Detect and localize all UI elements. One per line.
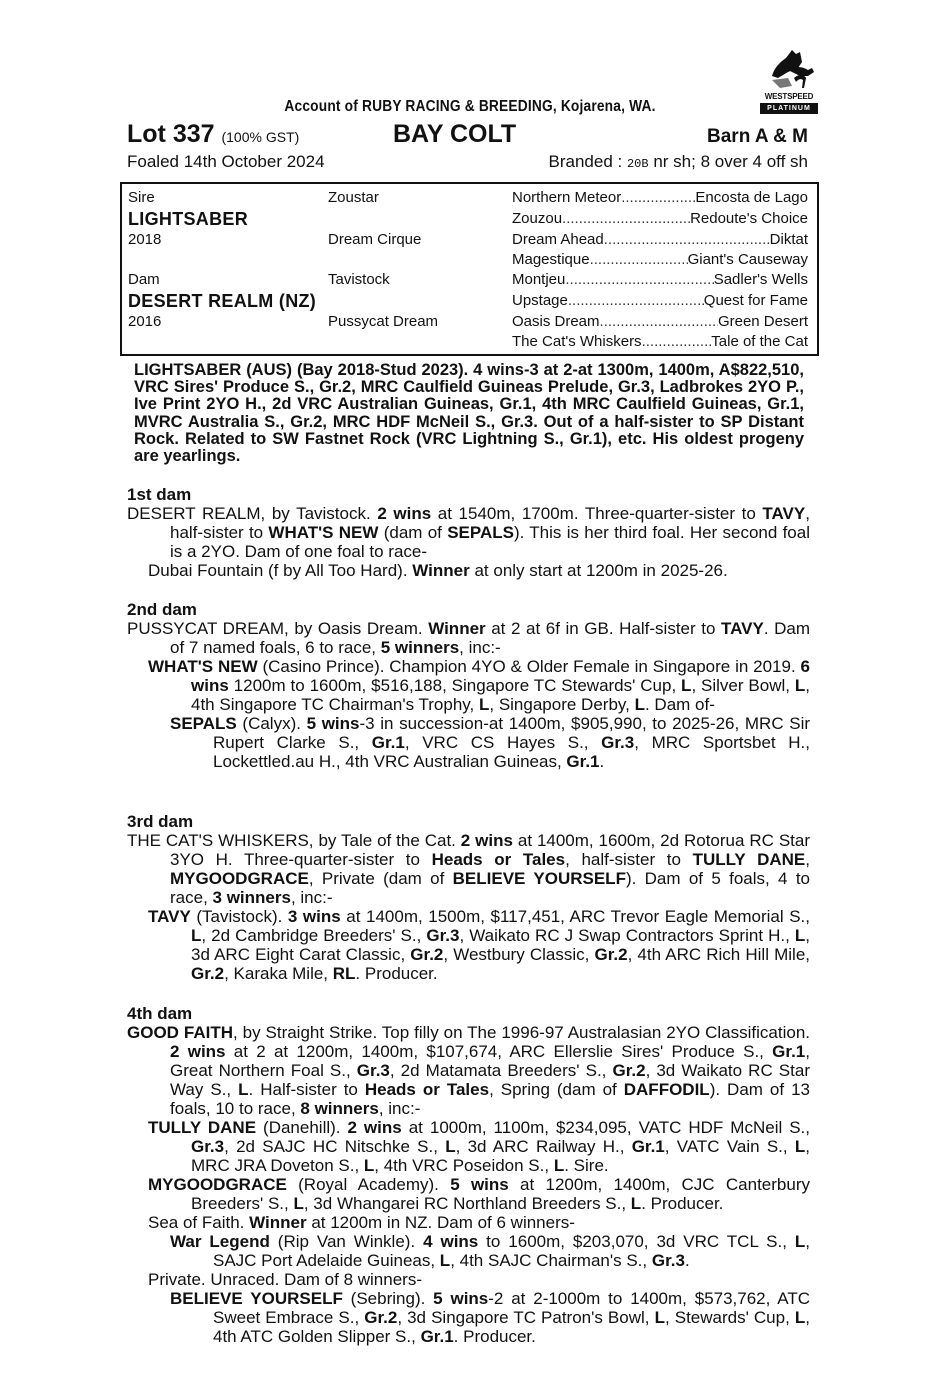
progeny-paragraph: Private. Unraced. Dam of 8 winners- (148, 1270, 422, 1289)
ancestor-dam-sire: Diktat (769, 231, 808, 248)
section-title: 1st dam (127, 485, 192, 504)
progeny-paragraph: MYGOODGRACE (Royal Academy). 5 wins at 1200m, 1400m, CJC Canterbury Breeders' S., L, 3d Whangarei RC Northland Breeders S., L. Producer. (148, 1175, 810, 1213)
section-title: 2nd dam (127, 600, 197, 619)
branded-label: Branded : (548, 152, 623, 171)
barn-location: Barn A & M (707, 126, 808, 147)
dot-leader (562, 210, 690, 227)
ancestor-dam-sire: Sadler's Wells (713, 271, 808, 288)
section-title: 4th dam (127, 1004, 193, 1023)
pedigree-table (120, 182, 819, 356)
sire-name: LIGHTSABER (128, 209, 248, 229)
ancestor-row (512, 189, 808, 206)
sire-dam: Dream Cirque (328, 231, 422, 248)
ancestor-dam-sire: Quest for Fame (703, 292, 808, 309)
dot-leader (565, 271, 713, 288)
horse-rider-icon (758, 48, 820, 92)
ancestor-row (512, 231, 808, 248)
ancestor-row (512, 333, 808, 350)
dam-paragraph: GOOD FAITH, by Straight Strike. Top filly on The 1996-97 Australasian 2YO Classification. 2 wins at 2 at 1200m, 1400m, $107,674, ARC Ellerslie Sires' Produce S., Gr.1, Great Northern Foal S., Gr.3, 2d Matamata Breeders' S., Gr.2, 3d Waikato RC Star Way S., L. Half-sister to Heads or Tales, Spring (dam of DAFFODIL). Dam of 13 foals, 10 to race, 8 winners, inc:- (127, 1023, 810, 1118)
ancestor-row (512, 251, 808, 268)
brand-info (549, 152, 808, 172)
dam-label: Dam (128, 271, 160, 288)
ancestor-row (512, 271, 808, 288)
section-1st-dam (127, 485, 810, 580)
section-3rd-dam (127, 812, 810, 983)
ancestor-sire: Montjeu (512, 271, 566, 288)
dot-leader (642, 333, 712, 350)
dot-leader (621, 189, 695, 206)
ancestor-sire: Zouzou (512, 210, 563, 227)
progeny-paragraph: War Legend (Rip Van Winkle). 4 wins to 1600m, $203,070, 3d VRC TCL S., L, SAJC Port Adelaide Guineas, L, 4th SAJC Chairman's S., Gr.3. (170, 1232, 811, 1270)
progeny-paragraph: Dubai Fountain (f by All Too Hard). Winner at only start at 1200m in 2025-26. (148, 561, 728, 580)
section-2nd-dam (127, 600, 810, 771)
progeny-paragraph: Sea of Faith. Winner at 1200m in NZ. Dam of 6 winners- (148, 1213, 575, 1232)
lot-number (127, 120, 299, 149)
dot-leader (568, 292, 704, 309)
progeny-paragraph: WHAT'S NEW (Casino Prince). Champion 4YO & Older Female in Singapore in 2019. 6 wins 1200m to 1600m, $516,188, Singapore TC Stewards' Cup, L, Silver Bowl, L, 4th Singapore TC Chairman's Trophy, L, Singapore Derby, L. Dam of- (148, 657, 810, 714)
progeny-paragraph: SEPALS (Calyx). 5 wins-3 in succession-at 1400m, $905,990, to 2025-26, MRC Sir Rupert Clarke S., Gr.1, VRC CS Hayes S., Gr.3, MRC Sportsbet H., Lockettled.au H., 4th VRC Australian Guineas, Gr.1. (170, 714, 811, 771)
ancestor-sire: Magestique (512, 251, 590, 268)
dam-sire: Tavistock (328, 271, 390, 288)
logo-badge: PLATINUM (760, 103, 818, 114)
sire-sire: Zoustar (328, 189, 379, 206)
ancestor-dam-sire: Giant's Causeway (687, 251, 808, 268)
brand-mark: 20B (626, 157, 649, 171)
ancestor-dam-sire: Green Desert (717, 313, 808, 330)
branded-rest: nr sh; 8 over 4 off sh (653, 152, 808, 171)
ancestor-row (512, 210, 808, 227)
westspeed-platinum-logo (758, 48, 820, 118)
dam-name: DESERT REALM (NZ) (128, 291, 317, 311)
progeny-paragraph: TULLY DANE (Danehill). 2 wins at 1000m, 1100m, $234,095, VATC HDF McNeil S., Gr.3, 2d SAJC HC Nitschke S., L, 3d ARC Railway H., Gr.1, VATC Vain S., L, MRC JRA Doveton S., L, 4th VRC Poseidon S., L. Sire. (148, 1118, 811, 1175)
ancestor-dam-sire: Redoute's Choice (690, 210, 808, 227)
ancestor-sire: Oasis Dream (512, 313, 600, 330)
gst-note: (100% GST) (221, 129, 300, 145)
dam-paragraph: PUSSYCAT DREAM, by Oasis Dream. Winner at 2 at 6f in GB. Half-sister to TAVY. Dam of 7 named foals, 6 to race, 5 winners, inc:- (127, 619, 811, 657)
progeny-paragraph: TAVY (Tavistock). 3 wins at 1400m, 1500m, $117,451, ARC Trevor Eagle Memorial S., L, 2d Cambridge Breeders' S., Gr.3, Waikato RC J Swap Contractors Sprint H., L, 3d ARC Eight Carat Classic, Gr.2, Westbury Classic, Gr.2, 4th ARC Rich Hill Mile, Gr.2, Karaka Mile, RL. Producer. (148, 907, 811, 983)
sire-year: 2018 (128, 231, 162, 248)
ancestor-sire: The Cat's Whiskers (512, 333, 642, 350)
ancestor-sire: Upstage (512, 292, 568, 309)
ancestor-sire: Dream Ahead (512, 231, 604, 248)
logo-wordmark: WESTSPEED (764, 92, 814, 101)
ancestor-sire: Northern Meteor (512, 189, 622, 206)
ancestor-dam-sire: Tale of the Cat (711, 333, 808, 350)
horse-sex-colour: BAY COLT (393, 120, 517, 148)
sire-summary: LIGHTSABER (AUS) (Bay 2018-Stud 2023). 4 wins-3 at 2-at 1300m, 1400m, A$822,510, VRC Sires' Produce S., Gr.2, MRC Caulfield Guineas Prelude, Gr.3, Ladbrokes 2YO P., Ive Print 2YO H., 2d VRC Australian Guineas, Gr.1, 4th MRC Caulfield Guineas, Gr.1, MVRC Australia S., Gr.2, MRC HDF McNeil S., Gr.3. Out of a half-sister to SP Distant Rock. Related to SW Fastnet Rock (VRC Lightning S., Gr.1), etc. His oldest progeny are yearlings. (134, 361, 804, 466)
dot-leader (590, 251, 688, 268)
vendor-account: Account of RUBY RACING & BREEDING, Kojarena, WA. (284, 98, 656, 115)
sire-label: Sire (128, 189, 155, 206)
foaled-date: Foaled 14th October 2024 (127, 152, 325, 171)
dam-paragraph: DESERT REALM, by Tavistock. 2 wins at 1540m, 1700m. Three-quarter-sister to TAVY, half-sister to WHAT'S NEW (dam of SEPALS). This is her third foal. Her second foal is a 2YO. Dam of one foal to race- (127, 504, 810, 561)
lot-label: Lot 337 (127, 120, 215, 148)
dam-paragraph: THE CAT'S WHISKERS, by Tale of the Cat. 2 wins at 1400m, 1600m, 2d Rotorua RC Star 3YO H. Three-quarter-sister to Heads or Tales, half-sister to TULLY DANE, MYGOODGRACE, Private (dam of BELIEVE YOURSELF). Dam of 5 foals, 4 to race, 3 winners, inc:- (127, 831, 811, 907)
dam-dam: Pussycat Dream (328, 313, 439, 330)
progeny-paragraph: BELIEVE YOURSELF (Sebring). 5 wins-2 at 2-1000m to 1400m, $573,762, ATC Sweet Embrace S., Gr.2, 3d Singapore TC Patron's Bowl, L, Stewards' Cup, L, 4th ATC Golden Slipper S., Gr.1. Producer. (170, 1289, 811, 1346)
dot-leader (604, 231, 770, 248)
dam-year: 2016 (128, 313, 162, 330)
ancestor-row (512, 313, 808, 330)
ancestor-dam-sire: Encosta de Lago (695, 189, 808, 206)
ancestor-row (512, 292, 808, 309)
section-4th-dam (127, 1004, 810, 1346)
dot-leader (600, 313, 718, 330)
section-title: 3rd dam (127, 812, 194, 831)
